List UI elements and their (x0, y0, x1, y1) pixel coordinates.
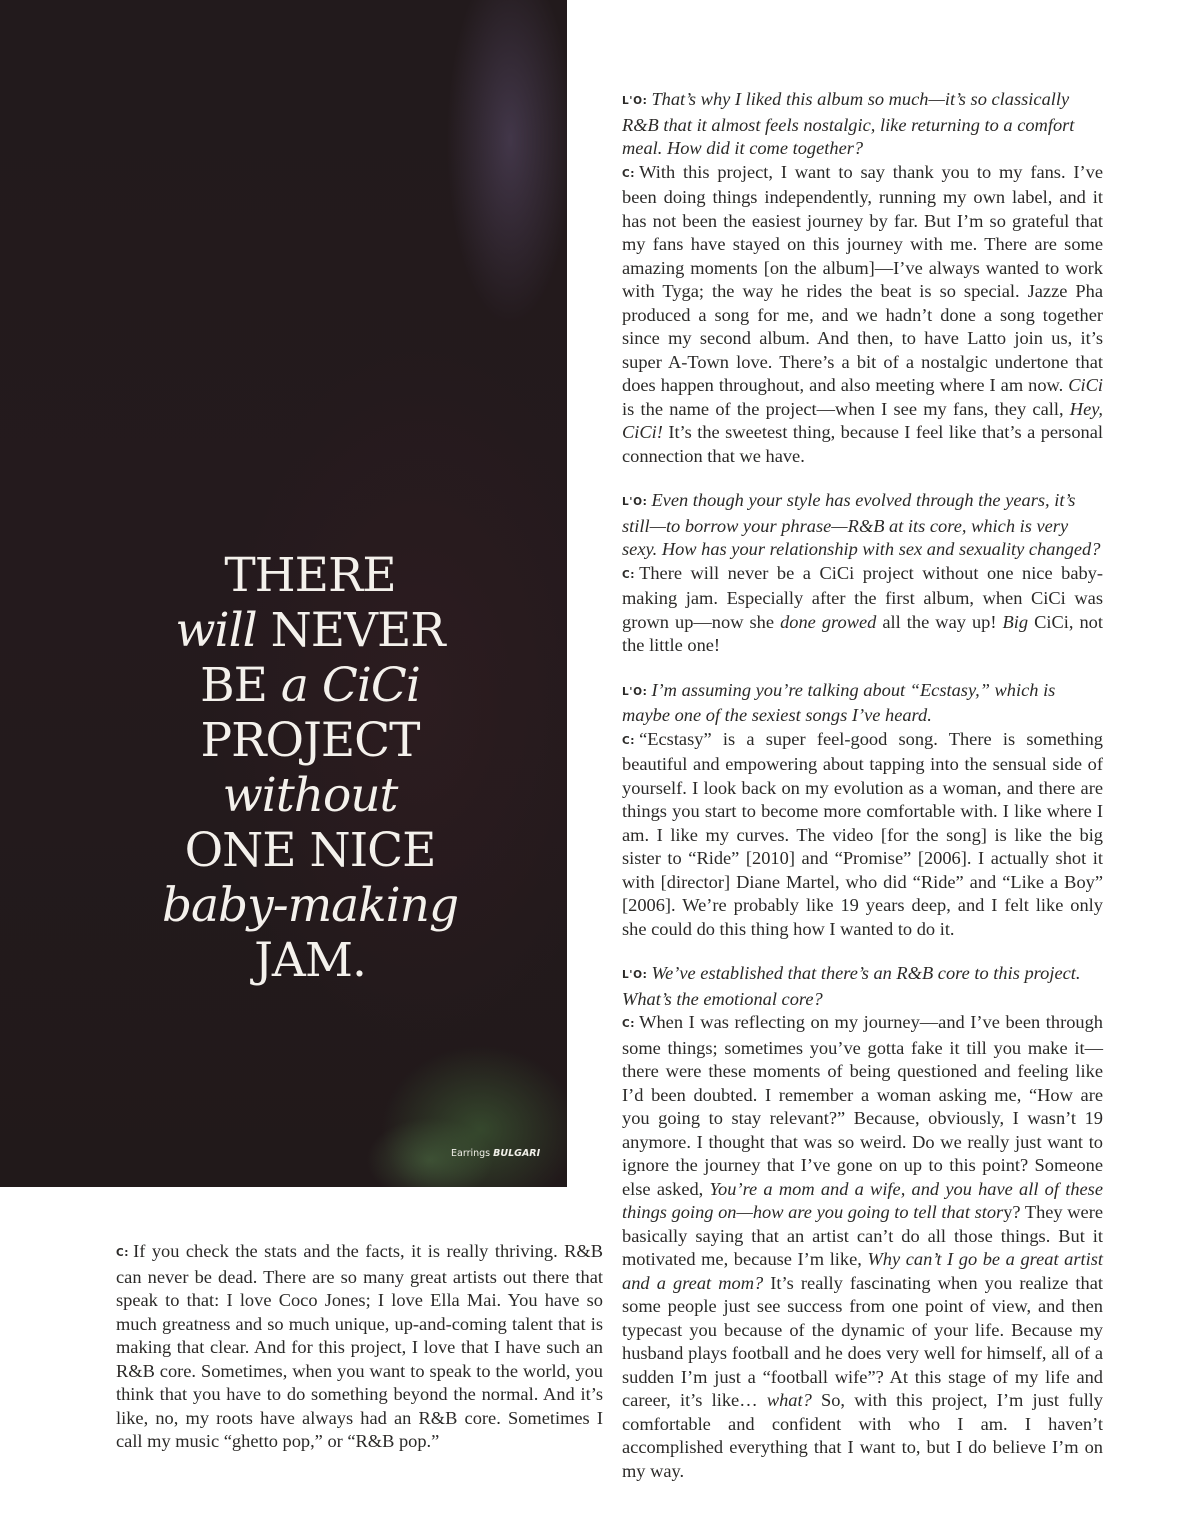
answer-text: C: There will never be a CiCi project without one nice baby-making jam. Especially after the first album, when CiCi was grown up—now she done growed all the way up! Big CiCi, not the little one! (622, 562, 1103, 655)
speaker-label-interviewer: L'O: (622, 969, 648, 981)
left-column-text (116, 1240, 603, 1475)
pull-quote-line: JAM. (254, 933, 366, 988)
speaker-label-subject: C: (116, 1247, 130, 1259)
pull-quote (150, 548, 470, 988)
portrait-photo (0, 0, 567, 1187)
speaker-label-subject: C: (622, 167, 636, 180)
pull-quote-line: will NEVER (175, 603, 445, 658)
pull-quote-line: THERE (224, 548, 396, 603)
speaker-label-interviewer: L'O: (622, 95, 648, 107)
speaker-label-interviewer: L'O: (622, 496, 648, 508)
pull-quote-line: BE a CiCi (200, 658, 420, 713)
qa-block (622, 962, 1103, 1483)
caption-brand: BULGARI (493, 1148, 541, 1159)
qa-block (622, 88, 1103, 468)
pull-quote-line: PROJECT (200, 713, 420, 768)
speaker-label-interviewer: L'O: (622, 685, 648, 698)
question-text: L'O: We’ve established that there’s an R&B core to this project. What’s the emotional core? (622, 963, 1081, 1009)
answer-text: C: If you check the stats and the facts, it is really thriving. R&B can never be dead. There are so many great artists out there that speak to that: I love Coco Jones; I love Ella Mai. You have so much greatness and so much unique, up-and-coming talent that is making that clear. And for this project, I love that I have such an R&B core. Sometimes, when you want to speak to the world, you think that you have to do something beyond the normal. And it’s like, no, my roots have always had an R&B core. Sometimes I call my music “ghetto pop,” or “R&B pop.” (116, 1241, 603, 1451)
qa-block (622, 489, 1103, 658)
answer-text: C: When I was reflecting on my journey—and I’ve been through some things; sometimes you’ve gotta fake it till you make it—there were these moments of being questioned and feeling like I’d been doubted. I remember a woman asking me, “How are you going to stay relevant?” Because, obviously, I wasn’t 19 anymore. I thought that was so weird. Do we really just want to ignore the journey that I’ve gone on up to this point? Someone else asked, You’re a mom and a wife, and you have all of these things going on—how are you going to tell that story? They were basically saying that an artist can’t do all those things. But it motivated me, because I’m like, Why can’t I go be a great artist and a great mom? It’s really fascinating when you realize that some people just see success from one point of view, and then typecast you because of the dynamic of your life. Because my husband plays football and he does very well for himself, all of a sudden I’m just a “football wife”? At this stage of my life and career, it’s like… what? So, with this project, I’m just fully comfortable and confident with who I am. I haven’t accomplished everything that I want to, but I do believe I’m on my way. (622, 1012, 1103, 1481)
pull-quote-line: without (222, 768, 398, 823)
question-text: L'O: Even though your style has evolved through the years, it’s still—to borrow your phrase—R&B at its core, which is very sexy. How has your relationship with sex and sexuality changed? (622, 490, 1101, 559)
pull-quote-line: baby-making (161, 878, 459, 933)
qa-block (622, 679, 1103, 942)
answer-block (116, 1240, 603, 1454)
pull-quote-line: ONE NICE (184, 823, 436, 878)
photo-credit-caption (451, 1148, 540, 1159)
question-text: L'O: That’s why I liked this album so much—it’s so classically R&B that it almost feels nostalgic, like returning to a comfort meal. How did it come together? (622, 89, 1075, 158)
right-column-text (622, 88, 1103, 1504)
speaker-label-subject: C: (622, 1018, 636, 1030)
speaker-label-subject: C: (622, 568, 636, 581)
answer-text: C: With this project, I want to say thank you to my fans. I’ve been doing things independently, running my own label, and it has not been the easiest journey by far. But I’m so grateful that my fans have stayed on this journey with me. There are some amazing moments [on the album]—I’ve always wanted to work with Tyga; the way he rides the beat is so special. Jazze Pha produced a song for me, and we hadn’t done a song together since my second album. And then, to have Latto join us, it’s super A-Town love. There’s a bit of a nostalgic undertone that does happen throughout, and also meeting where I am now. CiCi is the name of the project—when I see my fans, they call, Hey, CiCi! It’s the sweetest thing, because I feel like that’s a personal connection that we have. (622, 161, 1103, 466)
speaker-label-subject: C: (622, 734, 636, 747)
caption-label: Earrings (451, 1148, 491, 1159)
answer-text: C: “Ecstasy” is a super feel-good song. There is something beautiful and empowering about tapping into the sensual side of yourself. I look back on my evolution as a woman, and there are things you start to become more comfortable with. I like where I am. I like my curves. The video [for the song] is like the big sister to “Ride” [2010] and “Promise” [2006]. I actually shot it with [director] Diane Martel, who did “Ride” and “Like a Boy” [2006]. We’re probably like 19 years deep, and I felt like only she could do this thing how I wanted to do it. (622, 728, 1103, 939)
question-text: L'O: I’m assuming you’re talking about “Ecstasy,” which is maybe one of the sexiest songs I’ve heard. (622, 679, 1056, 725)
